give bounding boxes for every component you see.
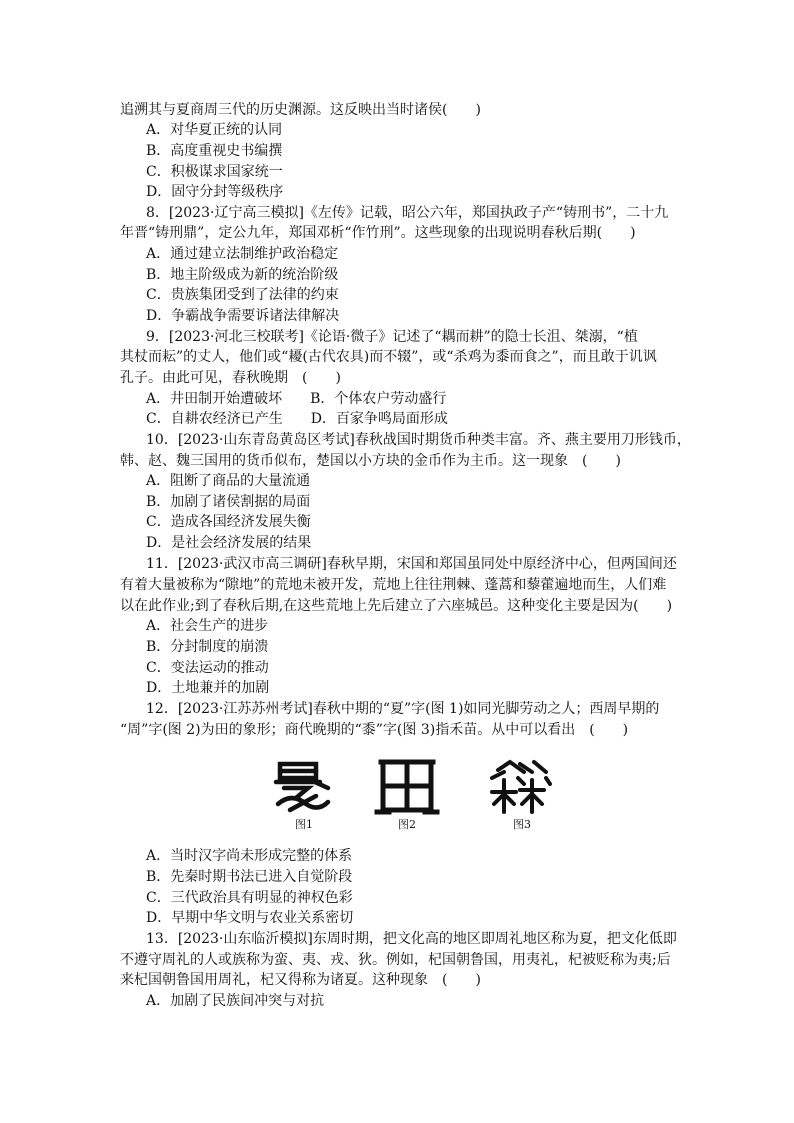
question-line: 13．[2023·山东临沂模拟]东周时期，把文化高的地区即周礼地区称为夏，把文化低即 [146, 931, 677, 947]
answer-option: B．先秦时期书法已进入自觉阶段 [146, 869, 353, 885]
figure-1-caption: 图1 [295, 818, 313, 831]
question-line: 有着大量被称为“隙地”的荒地未被开发，荒地上往往荆棘、蓬蒿和藜藿遍地而生，人们难 [120, 577, 667, 593]
figure-3-caption: 图3 [513, 818, 531, 831]
question-line: 来杞国朝鲁国用周礼，杞又得称为诸夏。这种现象 ( ) [120, 972, 481, 988]
figure-2-caption: 图2 [398, 818, 416, 831]
question-line: 10．[2023·山东青岛黄岛区考试]春秋战国时期货币种类丰富。齐、燕主要用刀形钱币， [146, 432, 691, 448]
answer-option: A．对华夏正统的认同 [146, 122, 283, 138]
question-line: 12．[2023·江苏苏州考试]春秋中期的“夏”字(图 1)如同光脚劳动之人；西周早期的 [146, 701, 660, 717]
answer-option: C．自耕农经济已产生 D．百家争鸣局面形成 [146, 411, 448, 427]
answer-option: D．早期中华文明与农业关系密切 [146, 910, 354, 926]
answer-option: A．通过建立法制维护政治稳定 [146, 246, 339, 262]
answer-option: D．固守分封等级秩序 [146, 184, 284, 200]
question-line: 孔子。由此可见，春秋晚期 ( ) [120, 370, 341, 386]
question-line: “周”字(图 2)为田的象形；商代晚期的“黍”字(图 3)指禾苗。从中可以看出 ( ) [120, 722, 629, 738]
shu-glyph-icon [484, 758, 560, 816]
figure-3 [474, 758, 570, 834]
answer-option: A．阻断了商品的大量流通 [146, 473, 311, 489]
answer-option: B．分封制度的崩溃 [146, 639, 269, 655]
answer-option: C．贵族集团受到了法律的约束 [146, 287, 339, 303]
question-line: 其杖而耘”的丈人，他们或“耰(古代农具)而不辍”，或“杀鸡为黍而食之”，而且敢于讥讽 [120, 349, 657, 365]
question-line: 以在此作业;到了春秋后期,在这些荒地上先后建立了六座城邑。这种变化主要是因为( ) [120, 598, 673, 614]
answer-option: B．高度重视史书编撰 [146, 143, 283, 159]
question-line: 韩、赵、魏三国用的货币似布，楚国以小方块的金币作为主币。这一现象 ( ) [120, 453, 621, 469]
question-line: 不遵守周礼的人或族称为蛮、夷、戎、狄。例如，杞国朝鲁国，用夷礼，杞被贬称为夷;后 [120, 952, 671, 968]
answer-option: D．是社会经济发展的结果 [146, 535, 312, 551]
answer-option: D．争霸战争需要诉诸法律解决 [146, 308, 340, 324]
answer-option: A．加剧了民族间冲突与对抗 [146, 993, 325, 1009]
answer-option: D．土地兼并的加剧 [146, 680, 270, 696]
figure-1 [256, 758, 352, 834]
figure-row [0, 758, 794, 834]
question-line: 追溯其与夏商周三代的历史渊源。这反映出当时诸侯( ) [120, 102, 481, 118]
figure-2 [359, 758, 455, 834]
question-line: 8．[2023·辽宁高三模拟]《左传》记载，昭公六年，郑国执政子产“铸刑书”，二十九 [146, 205, 669, 221]
answer-option: C．积极谋求国家统一 [146, 164, 283, 180]
zhou-glyph-icon [369, 758, 445, 816]
answer-option: B．地主阶级成为新的统治阶级 [146, 267, 339, 283]
answer-option: C．变法运动的推动 [146, 660, 269, 676]
question-line: 11．[2023·武汉市高三调研]春秋早期，宋国和郑国虽同处中原经济中心，但两国间还 [146, 556, 677, 572]
question-line: 9．[2023·河北三校联考]《论语·微子》记述了“耦而耕”的隐士长沮、桀溺，“植 [146, 329, 638, 345]
answer-option: A．社会生产的进步 [146, 618, 269, 634]
question-line: 年晋“铸刑鼎”，定公九年，郑国邓析“作竹刑”。这些现象的出现说明春秋后期( ) [120, 225, 636, 241]
answer-option: A．当时汉字尚未形成完整的体系 [146, 848, 353, 864]
answer-option: C．三代政治具有明显的神权色彩 [146, 890, 353, 906]
answer-option: C．造成各国经济发展失衡 [146, 514, 311, 530]
answer-option: B．加剧了诸侯割据的局面 [146, 494, 311, 510]
xia-glyph-icon [266, 758, 342, 816]
answer-option: A．井田制开始遭破坏 B．个体农户劳动盛行 [146, 391, 447, 407]
